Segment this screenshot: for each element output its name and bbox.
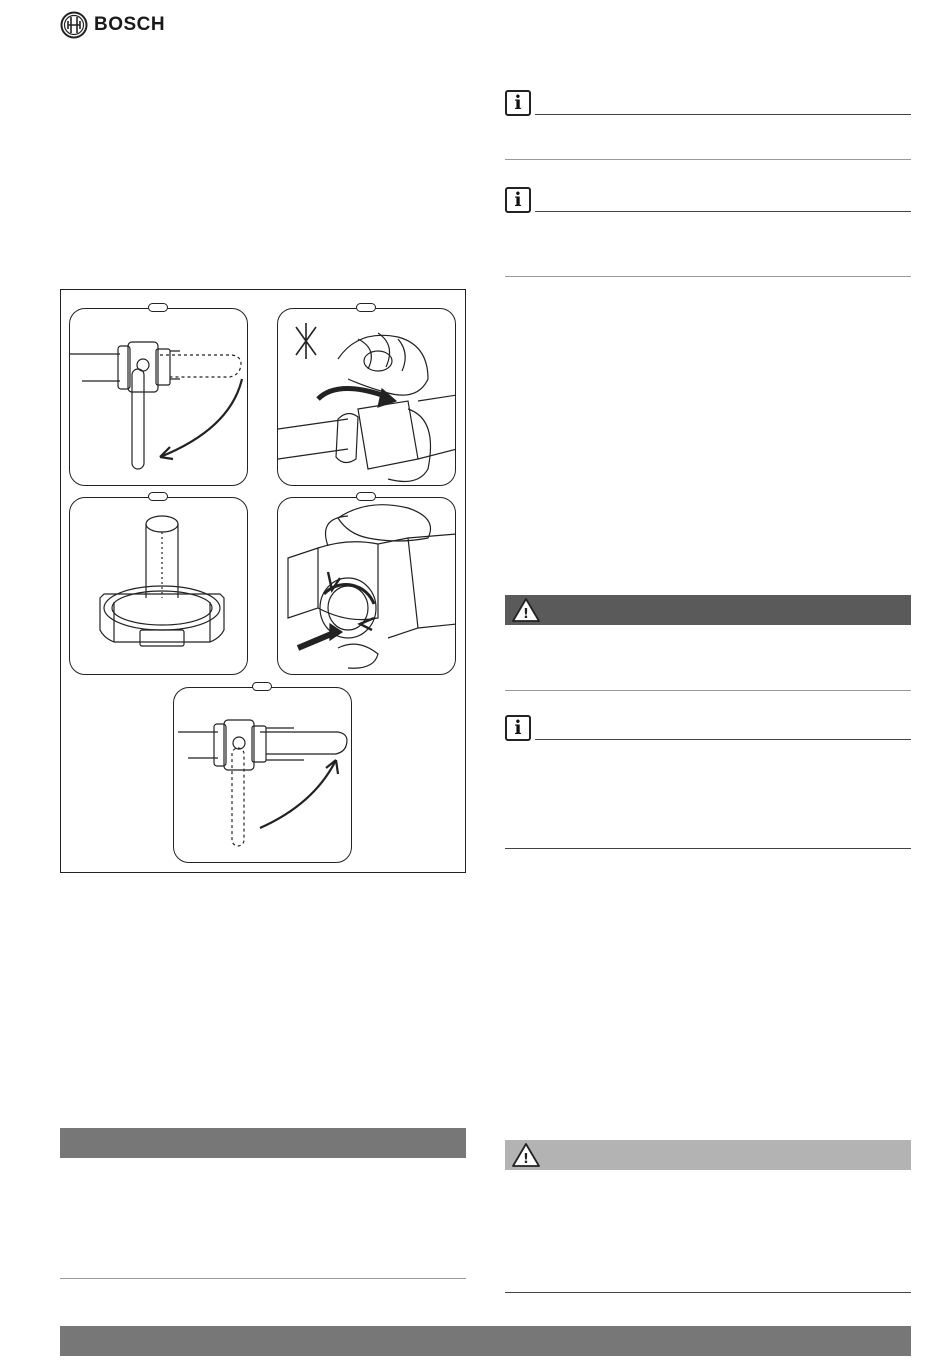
brand-logo xyxy=(60,10,165,40)
panel-tab xyxy=(252,682,272,691)
panel-tab xyxy=(356,303,376,312)
step-4-clean-filter xyxy=(277,497,456,675)
panel-tab xyxy=(148,303,168,312)
caution-bar xyxy=(505,1140,911,1170)
step-2-unscrew-cap xyxy=(277,308,456,486)
bosch-armature-icon xyxy=(60,11,88,39)
hand-unscrew-icon xyxy=(278,309,456,486)
section-heading-bar xyxy=(60,1128,466,1158)
step-3-cap-tool xyxy=(69,497,248,675)
section-divider xyxy=(505,276,911,277)
section-divider xyxy=(505,690,911,691)
warning-triangle-icon xyxy=(511,597,541,623)
info-rule xyxy=(535,739,911,740)
cap-tool-icon xyxy=(70,498,248,675)
panel-tab xyxy=(356,492,376,501)
brand-name: BOSCH xyxy=(94,14,166,35)
svg-text:!: ! xyxy=(523,607,529,622)
step-5-open-valve xyxy=(173,687,352,863)
info-icon: i xyxy=(505,187,531,213)
valve-lever-icon xyxy=(70,309,248,486)
section-divider xyxy=(505,848,911,849)
info-icon: i xyxy=(505,90,531,116)
section-divider xyxy=(505,1292,911,1293)
filter-cleaning-figure xyxy=(60,289,466,873)
warning-bar xyxy=(505,595,911,625)
info-rule xyxy=(535,211,911,212)
info-icon: i xyxy=(505,715,531,741)
warning-triangle-icon xyxy=(511,1142,541,1168)
step-1-close-valve xyxy=(69,308,248,486)
section-divider xyxy=(60,1278,466,1279)
section-divider xyxy=(505,159,911,160)
footer-bar xyxy=(60,1326,911,1356)
svg-text:!: ! xyxy=(523,1152,529,1167)
panel-tab xyxy=(148,492,168,501)
valve-lever-icon xyxy=(174,688,352,863)
hand-filter-icon xyxy=(278,498,456,675)
info-rule xyxy=(535,114,911,115)
